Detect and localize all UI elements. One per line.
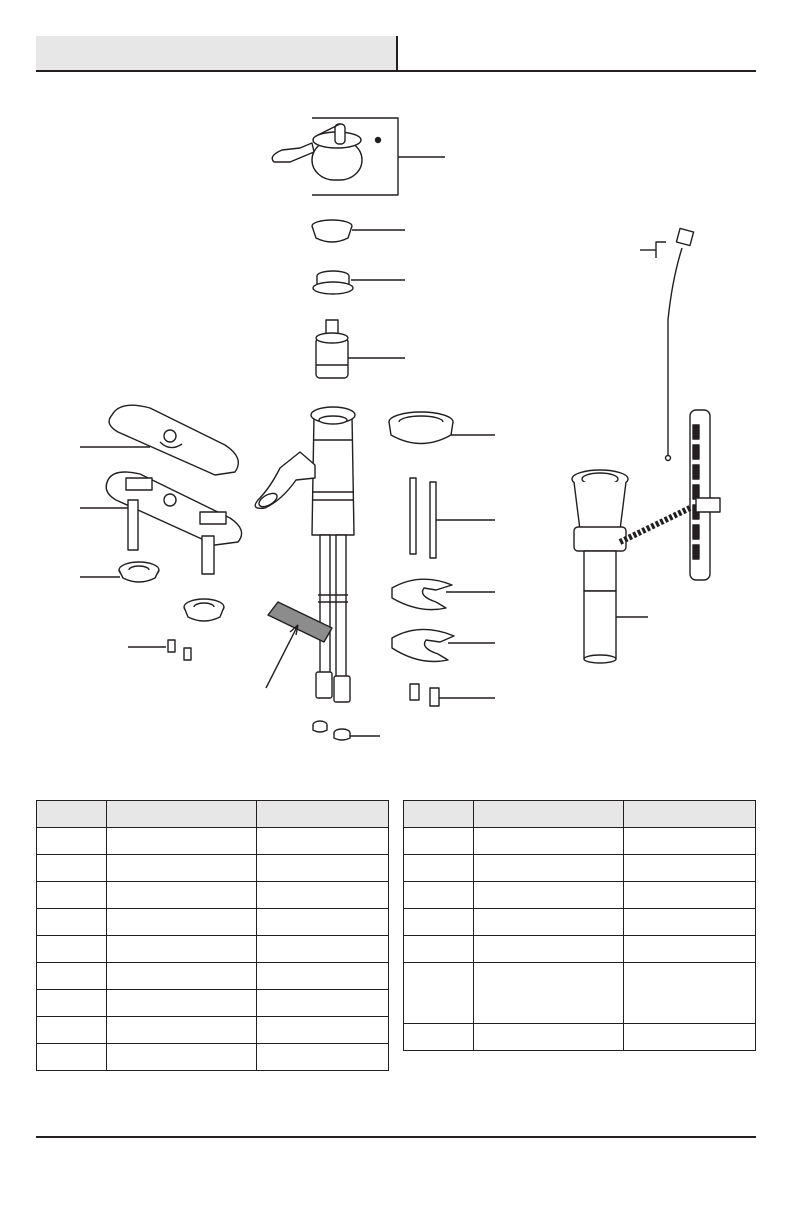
table-cell [624,855,756,882]
table-row [37,1017,389,1044]
table-cell [37,990,107,1017]
table-cell [474,828,624,855]
table-cell [404,1024,474,1051]
table-cell [37,1017,107,1044]
table-row [37,936,389,963]
escutcheon-plate [109,405,238,475]
table-cell [37,936,107,963]
table-cell [474,936,624,963]
handle-assembly [272,124,380,180]
table-cell [404,828,474,855]
table-cell [404,855,474,882]
table-cell [37,828,107,855]
table-cell [404,936,474,963]
table-cell [257,1044,389,1071]
table-cell [404,909,474,936]
table-cell [624,936,756,963]
table-row [404,855,756,882]
column-header [624,801,756,828]
table-cell [107,828,257,855]
table-cell [257,855,389,882]
table-row [37,909,389,936]
bonnet-nut [313,271,353,294]
table-cell [107,909,257,936]
mounting-nut-2 [184,599,224,621]
column-header [404,801,474,828]
table-row [37,855,389,882]
table-row [37,882,389,909]
column-header [257,801,389,828]
table-cell [37,855,107,882]
table-row [404,828,756,855]
column-header [474,801,624,828]
table-cell [474,882,624,909]
table-cell [107,936,257,963]
table-cell [107,990,257,1017]
table-cell [257,828,389,855]
table-row [404,936,756,963]
drain-assembly [572,410,720,663]
cartridge [316,320,348,378]
flange [389,412,453,444]
footer-rule [36,1136,756,1138]
table-row [404,882,756,909]
column-header [107,801,257,828]
parts-table-right [403,800,756,1051]
table-cell [107,963,257,990]
header-rule [36,70,756,72]
table-cell [404,963,474,1024]
table-cell [257,990,389,1017]
table-row [404,1024,756,1051]
header-divider [396,36,398,72]
header-title-bar [36,36,396,70]
table-cell [257,1017,389,1044]
table-cell [404,882,474,909]
table-cell [474,909,624,936]
table-row [37,828,389,855]
table-row [37,1044,389,1071]
table-row [404,909,756,936]
column-header [37,801,107,828]
table-cell [107,1017,257,1044]
table-cell [257,882,389,909]
table-cell [624,882,756,909]
table-cell [257,963,389,990]
table-cell [107,882,257,909]
table-row [37,990,389,1017]
exploded-parts-diagram [0,80,793,760]
gasket-plate [106,472,241,574]
table-cell [474,1024,624,1051]
table-cell [624,963,756,1024]
table-cell [257,936,389,963]
table-cell [37,963,107,990]
table-cell [624,828,756,855]
table-cell [37,882,107,909]
faucet-body [255,407,355,702]
table-cell [624,1024,756,1051]
table-header-row [404,801,756,828]
table-row [37,963,389,990]
table-cell [474,855,624,882]
mounting-nut-1 [119,562,159,582]
table-cell [107,855,257,882]
table-cell [474,963,624,1024]
table-row [404,963,756,1024]
table-cell [37,909,107,936]
table-cell [624,909,756,936]
table-cell [107,1044,257,1071]
cap [312,220,352,242]
table-cell [257,909,389,936]
table-cell [37,1044,107,1071]
parts-table-left [36,800,389,1071]
table-header-row [37,801,389,828]
